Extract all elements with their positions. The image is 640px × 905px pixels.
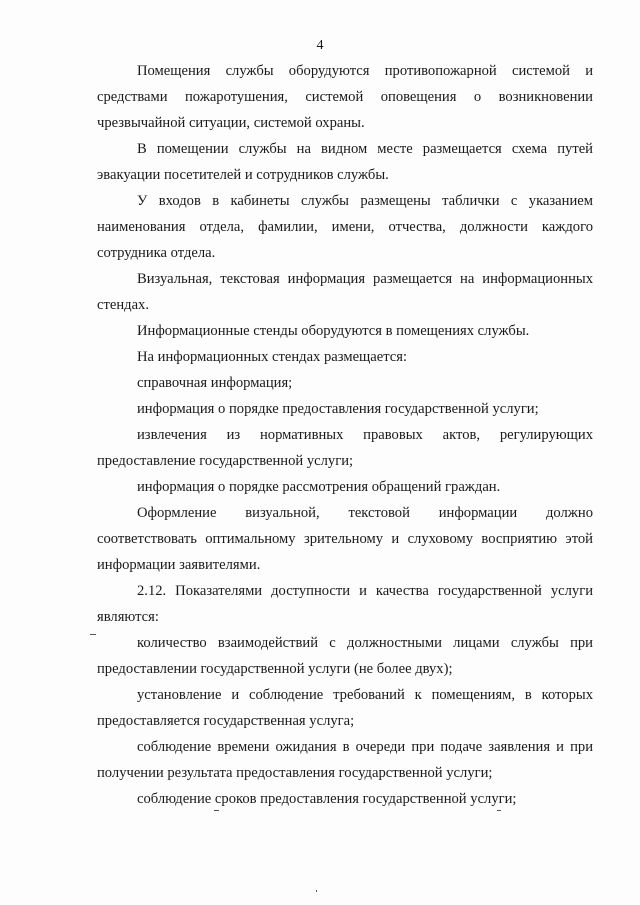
scan-mark bbox=[316, 890, 317, 892]
list-item-premises-requirements: установление и соблюдение требований к помещениям, в которых предоставляется государственная услуга; bbox=[97, 687, 593, 729]
list-item-reference-info: справочная информация; bbox=[137, 375, 293, 391]
scan-mark bbox=[90, 634, 96, 635]
list-item-interactions: количество взаимодействий с должностными лицами службы при предоставлении государственной услуги (не более двух); bbox=[97, 635, 593, 677]
scan-mark bbox=[497, 810, 501, 811]
paragraph-section-2-12: 2.12. Показателями доступности и качества государственной услуги являются: bbox=[97, 583, 593, 625]
paragraph-info-stands: Информационные стенды оборудуются в помещениях службы. bbox=[137, 323, 530, 339]
page-number: 4 bbox=[316, 38, 324, 53]
paragraph-visual-info: Визуальная, текстовая информация размещается на информационных стендах. bbox=[97, 271, 593, 313]
paragraph-stands-content: На информационных стендах размещается: bbox=[137, 349, 408, 365]
paragraph-evacuation-scheme: В помещении службы на видном месте размещается схема путей эвакуации посетителей и сотрудников службы. bbox=[97, 141, 593, 183]
paragraph-fire-safety: Помещения службы оборудуются противопожарной системой и средствами пожаротушения, системой оповещения о возникновении чрезвычайной ситуации, системой охраны. bbox=[97, 63, 593, 131]
list-item-legal-extracts: извлечения из нормативных правовых актов, регулирующих предоставление государственной услуги; bbox=[97, 427, 593, 469]
paragraph-info-design: Оформление визуальной, текстовой информации должно соответствовать оптимальному зрительному и слуховому восприятию этой информации заявителями. bbox=[97, 505, 593, 573]
scan-mark bbox=[214, 810, 219, 811]
paragraph-office-signs: У входов в кабинеты службы размещены таблички с указанием наименования отдела, фамилии, имени, отчества, должности каждого сотрудника отдела. bbox=[97, 193, 593, 261]
document-body bbox=[97, 58, 593, 812]
list-item-appeals-procedure: информация о порядке рассмотрения обращений граждан. bbox=[137, 479, 501, 495]
list-item-service-procedure: информация о порядке предоставления государственной услуги; bbox=[137, 401, 539, 417]
list-item-waiting-time: соблюдение времени ожидания в очереди при подаче заявления и при получении результата предоставления государственной услуги; bbox=[97, 739, 593, 781]
list-item-service-deadlines: соблюдение сроков предоставления государственной услуги; bbox=[137, 791, 517, 807]
